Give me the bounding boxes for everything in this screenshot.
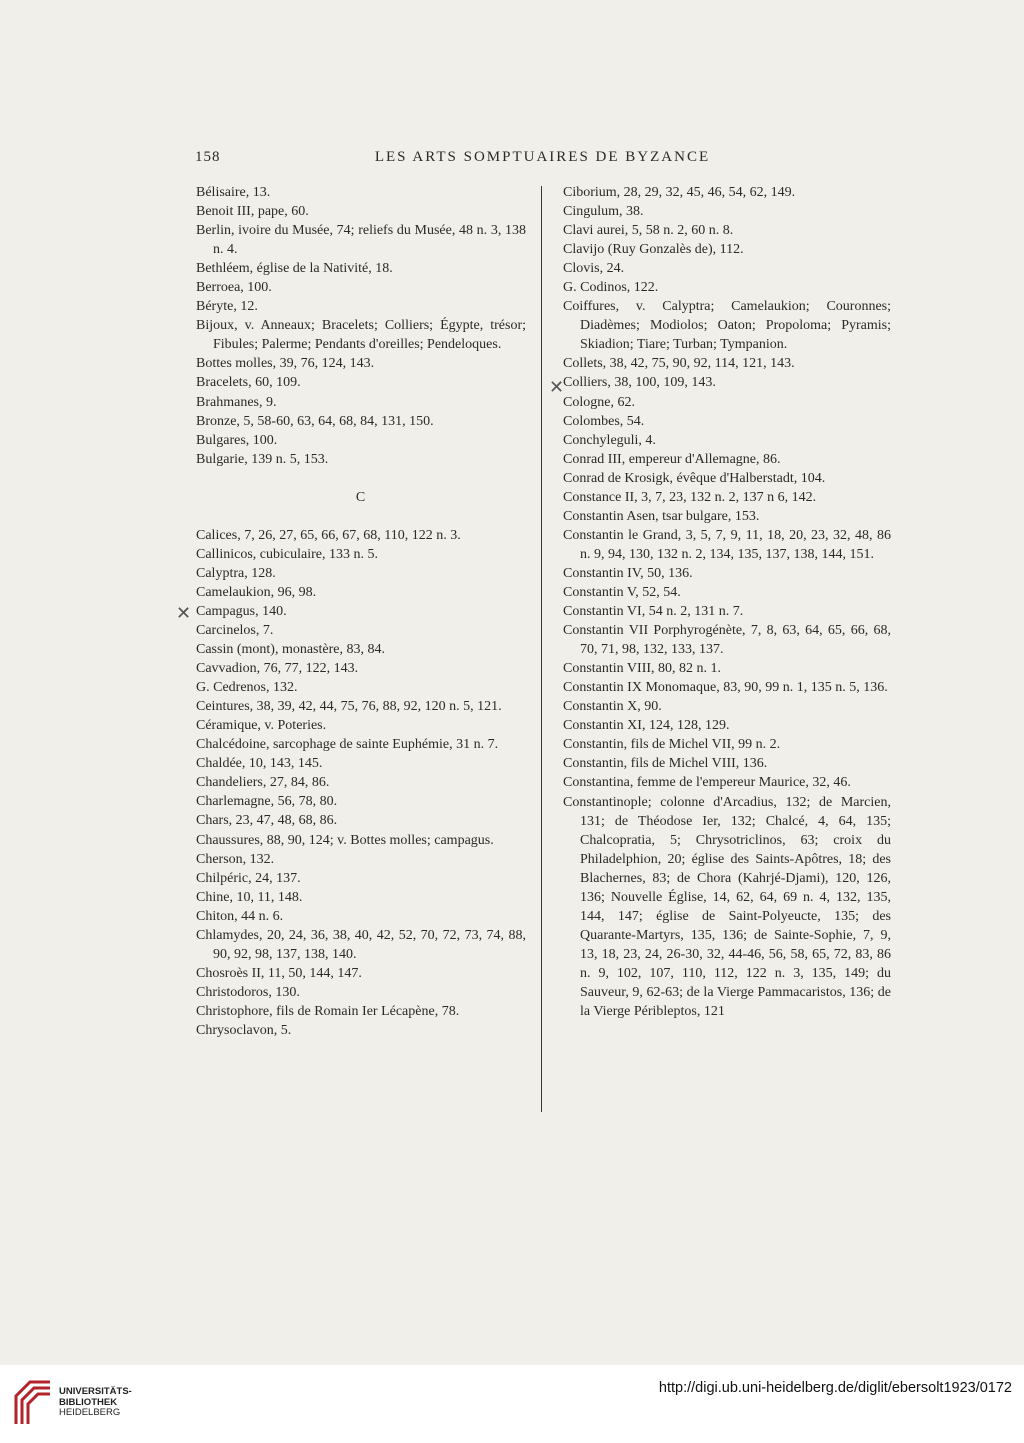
column-divider xyxy=(541,186,542,1112)
index-entry: Constantin IX Monomaque, 83, 90, 99 n. 1, 135 n. 5, 136. xyxy=(563,680,888,696)
library-name: UNIVERSITÄTS- BIBLIOTHEK HEIDELBERG xyxy=(59,1386,132,1418)
index-entry: Bracelets, 60, 109. xyxy=(196,375,301,391)
page-number: 158 xyxy=(195,149,221,165)
index-entry: Constantin Asen, tsar bulgare, 153. xyxy=(563,508,760,524)
index-entry: Chine, 10, 11, 148. xyxy=(196,889,303,905)
index-entry: Christodoros, 130. xyxy=(196,984,300,1000)
index-entry: Chandeliers, 27, 84, 86. xyxy=(196,775,330,791)
letter-heading: C xyxy=(355,489,367,505)
index-entry: Constantin VI, 54 n. 2, 131 n. 7. xyxy=(563,604,744,620)
index-entry: Constantin XI, 124, 128, 129. xyxy=(563,718,730,734)
index-entry: Bijoux, v. Anneaux; Bracelets; Colliers; Égypte, trésor; Fibules; Palerme; Pendants d'oreilles; Pendeloques. xyxy=(196,318,526,353)
index-entry: Clavi aurei, 5, 58 n. 2, 60 n. 8. xyxy=(563,223,734,239)
index-entry: Carcinelos, 7. xyxy=(196,622,274,638)
index-entry: Chlamydes, 20, 24, 36, 38, 40, 42, 52, 70, 72, 73, 74, 88, 90, 92, 98, 137, 138, 140. xyxy=(196,927,526,962)
index-entry: Chaussures, 88, 90, 124; v. Bottes molles; campagus. xyxy=(196,832,494,848)
index-entry: Chalcédoine, sarcophage de sainte Euphémie, 31 n. 7. xyxy=(196,737,499,753)
index-column-left xyxy=(196,183,526,1040)
index-entry: Constantinople; colonne d'Arcadius, 132; de Marcien, 131; de Théodose Ier, 132; Chalcé, 4, 64, 135; Chalcopratia, 5; Chrysotriclinos, 63; croix du Philadelphion, 20; église des Saints-Apôtres, 18; des Blachernes, 83; de Chora (Kahrjé-Djami), 120, 126, 136; Nouvelle Église, 14, 62, 64, 69 n. 4, 132, 135, 144, 147; église de Saint-Polyeucte, 135; des Quarante-Martyrs, 135, 136; de Sainte-Sophie, 7, 9, 13, 18, 23, 24, 26-30, 32, 44-46, 56, 58, 65, 72, 83, 86 n. 9, 102, 107, 110, 112, 122 n. 3, 135, 149; du Sauveur, 9, 62-63; de la Vierge Pammacaristos, 136; de la Vierge Péribleptos, 121 xyxy=(563,794,891,1020)
index-entry: Christophore, fils de Romain Ier Lécapène, 78. xyxy=(196,1003,460,1019)
index-entry: Colombes, 54. xyxy=(563,413,645,429)
index-section-b xyxy=(196,183,526,469)
index-entry: Constantin X, 90. xyxy=(563,699,662,715)
index-entry: Bulgarie, 139 n. 5, 153. xyxy=(196,451,329,467)
index-entry: Constantin, fils de Michel VII, 99 n. 2. xyxy=(563,737,781,753)
index-entry: Céramique, v. Poteries. xyxy=(196,718,327,734)
index-entry: Campagus, 140. xyxy=(196,603,287,619)
index-entry: Charlemagne, 56, 78, 80. xyxy=(196,794,338,810)
index-entry: Cologne, 62. xyxy=(563,394,635,410)
index-entry: Constance II, 3, 7, 23, 132 n. 2, 137 n 6, 142. xyxy=(563,489,817,505)
index-entry: Bronze, 5, 58-60, 63, 64, 68, 84, 131, 150. xyxy=(196,413,434,429)
index-entry: Béryte, 12. xyxy=(196,299,258,315)
index-entry: Constantin IV, 50, 136. xyxy=(563,565,693,581)
index-entry: Benoit III, pape, 60. xyxy=(196,204,309,220)
index-entry: Camelaukion, 96, 98. xyxy=(196,584,317,600)
index-entry: Bulgares, 100. xyxy=(196,432,278,448)
index-entry: Chrysoclavon, 5. xyxy=(196,1022,292,1038)
index-entry: Constantin le Grand, 3, 5, 7, 9, 11, 18, 20, 23, 32, 48, 86 n. 9, 94, 130, 132 n. 2, 134, 135, 137, 138, 144, 151. xyxy=(563,527,891,562)
index-entry: Coiffures, v. Calyptra; Camelaukion; Couronnes; Diadèmes; Modiolos; Oaton; Propoloma; Pyramis; Skiadion; Tiare; Turban; Tympanion. xyxy=(563,299,891,353)
index-entry: Constantin, fils de Michel VIII, 136. xyxy=(563,756,768,772)
margin-cross-mark: ✕ xyxy=(176,603,192,624)
running-title: LES ARTS SOMPTUAIRES DE BYZANCE xyxy=(374,149,711,165)
index-entry: Brahmanes, 9. xyxy=(196,394,277,410)
library-logo-icon xyxy=(12,1378,54,1428)
index-entry: Bottes molles, 39, 76, 124, 143. xyxy=(196,356,375,372)
index-entry: Conrad de Krosigk, évêque d'Halberstadt, 104. xyxy=(563,470,826,486)
index-entry: Cherson, 132. xyxy=(196,851,275,867)
index-entry: Ciborium, 28, 29, 32, 45, 46, 54, 62, 149. xyxy=(563,185,796,200)
index-entry: Chosroès II, 11, 50, 144, 147. xyxy=(196,965,362,981)
index-entry: Bethléem, église de la Nativité, 18. xyxy=(196,261,393,277)
index-entry: Calyptra, 128. xyxy=(196,565,276,581)
index-entry: Cavvadion, 76, 77, 122, 143. xyxy=(196,661,359,677)
index-entry: Constantin VIII, 80, 82 n. 1. xyxy=(563,661,722,677)
index-entry: Berroea, 100. xyxy=(196,280,272,296)
index-entry: Chaldée, 10, 143, 145. xyxy=(196,756,323,772)
index-section-c-continued xyxy=(563,183,891,1021)
index-entry: Calices, 7, 26, 27, 65, 66, 67, 68, 110, 122 n. 3. xyxy=(196,527,461,543)
index-entry: G. Cedrenos, 132. xyxy=(196,680,298,696)
index-entry: Cingulum, 38. xyxy=(563,204,644,220)
index-entry: Constantin VII Porphyrogénète, 7, 8, 63, 64, 65, 66, 68, 70, 71, 98, 132, 133, 137. xyxy=(563,623,891,658)
index-entry: Berlin, ivoire du Musée, 74; reliefs du Musée, 48 n. 3, 138 n. 4. xyxy=(196,223,526,258)
index-entry: G. Codinos, 122. xyxy=(563,280,659,296)
index-entry: Colliers, 38, 100, 109, 143. xyxy=(563,375,716,391)
library-footer xyxy=(0,1365,1024,1443)
index-entry: Clovis, 24. xyxy=(563,261,625,277)
index-entry: Chars, 23, 47, 48, 68, 86. xyxy=(196,813,338,829)
index-entry: Constantina, femme de l'empereur Maurice, 32, 46. xyxy=(563,775,851,791)
index-entry: Clavijo (Ruy Gonzalès de), 112. xyxy=(563,242,744,258)
index-entry: Constantin V, 52, 54. xyxy=(563,584,681,600)
index-section-c xyxy=(196,526,526,1040)
margin-cross-mark: ✕ xyxy=(549,377,565,398)
index-entry: Conrad III, empereur d'Allemagne, 86. xyxy=(563,451,781,467)
source-url-link[interactable]: http://digi.ub.uni-heidelberg.de/diglit/ebersolt1923/0172 xyxy=(658,1380,1012,1396)
index-entry: Bélisaire, 13. xyxy=(196,185,271,200)
index-entry: Ceintures, 38, 39, 42, 44, 75, 76, 88, 92, 120 n. 5, 121. xyxy=(196,699,502,715)
index-entry: Chilpéric, 24, 137. xyxy=(196,870,301,886)
index-column-right xyxy=(563,183,891,1021)
index-entry: Callinicos, cubiculaire, 133 n. 5. xyxy=(196,546,378,562)
index-entry: Cassin (mont), monastère, 83, 84. xyxy=(196,642,385,658)
index-entry: Chiton, 44 n. 6. xyxy=(196,908,284,924)
index-entry: Collets, 38, 42, 75, 90, 92, 114, 121, 143. xyxy=(563,356,795,372)
page-header xyxy=(195,149,890,171)
index-entry: Conchyleguli, 4. xyxy=(563,432,656,448)
